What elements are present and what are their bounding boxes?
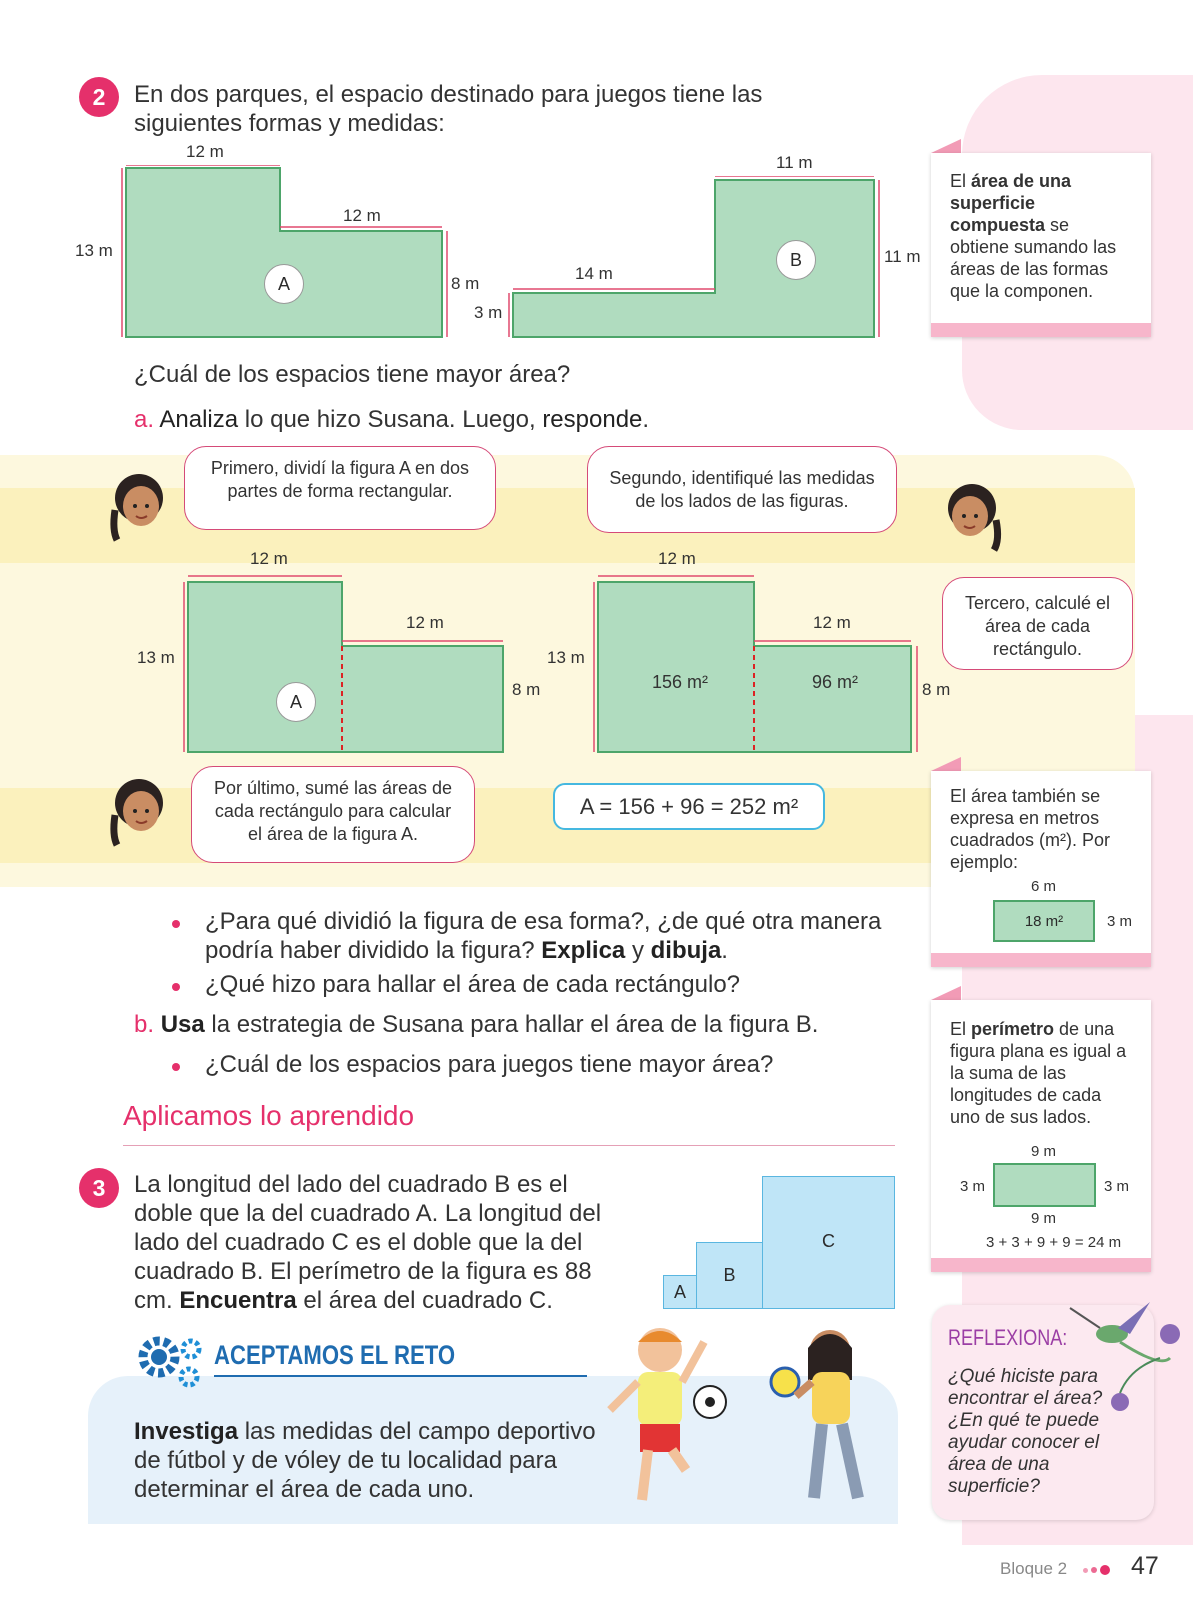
part-b-usa: Usa (160, 1011, 205, 1038)
card-3-top-label: 9 m (1031, 1143, 1057, 1160)
aplicamos-title: Aplicamos lo aprendido (123, 1100, 415, 1131)
card-3-fold (931, 986, 961, 1000)
card-1-wave (931, 323, 1151, 337)
figure-a-shape (120, 165, 450, 340)
part-a-end: . (642, 406, 650, 433)
susana-figure-2-shape (592, 570, 922, 755)
square-a: A (663, 1275, 697, 1309)
formula-text: A = 156 + 96 = 252 m² (579, 793, 799, 819)
bullet-1-question: ¿Para qué dividió la figura de esa forma?, ¿de qué otra manera podría haber dividido la figura? (205, 908, 882, 964)
susana-fig2-area-2: 96 m² (812, 672, 859, 692)
hummingbird-icon (1060, 1298, 1180, 1428)
card-3-post: de una figura plana es igual a la suma de las longitudes de cada uno de sus lados. (950, 1019, 1127, 1127)
page-number: 47 (1131, 1552, 1159, 1580)
part-a-text: lo que hizo Susana. Luego, (238, 406, 543, 433)
part-b-letter: b. (134, 1011, 155, 1038)
reto-text (134, 1417, 604, 1504)
susana-fig1-mid-label: 12 m (406, 613, 444, 632)
problem-2-part-a (134, 405, 649, 434)
card-1-post: se obtiene sumando las áreas de las formas que la componen. (950, 215, 1117, 301)
figure-a-letter: A (264, 264, 304, 304)
bullet-2-text: ¿Qué hizo para hallar el área de cada rectángulo? (205, 971, 741, 998)
speech-bubble-1: Primero, dividí la figura A en dos partes de forma rectangular. (184, 446, 496, 530)
problem-2-question: ¿Cuál de los espacios tiene mayor área? (134, 361, 571, 388)
bullet-1-explica: Explica (541, 937, 626, 964)
card-2-rect (993, 900, 1095, 942)
figure-b-shape (508, 176, 883, 340)
problem-number-2: 2 (79, 77, 119, 117)
reflexiona-title: REFLEXIONA: (948, 1325, 1068, 1350)
card-2-wave (931, 953, 1151, 967)
susana-fig2-left-label: 13 m (547, 648, 585, 667)
susana-fig2-area-1: 156 m² (652, 672, 709, 692)
part-a-bold-responde: responde (542, 406, 643, 433)
problem-3-end: el área del cuadrado C. (296, 1287, 553, 1314)
part-a-letter: a. (134, 406, 155, 433)
susana-avatar-1 (107, 470, 171, 542)
figure-a-mid-label: 12 m (343, 206, 381, 225)
card-2-top-label: 6 m (1031, 878, 1057, 895)
card-1-fold (931, 139, 961, 153)
speech-bubble-2: Segundo, identifiqué las medidas de los lados de las figuras. (587, 446, 897, 533)
sidebar-card-composite-area (931, 153, 1151, 337)
bullet-1-text (205, 907, 885, 965)
problem-3-statement: La longitud del lado del cuadrado B es el doble que la del cuadrado A. La longitud del lado del cuadrado C es el doble que la del cuadrado B. El perímetro de la figura es 88 cm. (134, 1171, 602, 1314)
part-b-text: la estrategia de Susana para hallar el área de la figura B. (204, 1011, 819, 1038)
reflexiona-text: ¿Qué hiciste para encontrar el área? ¿En qué te puede ayudar conocer el área de una superficie? (948, 1366, 1103, 1497)
card-3-sum: 3 + 3 + 9 + 9 = 24 m (986, 1234, 1122, 1251)
reto-rule (214, 1375, 587, 1377)
sidebar-card-perimeter (931, 1000, 1151, 1272)
card-3-rect (993, 1163, 1096, 1207)
bullet-1 (172, 920, 180, 928)
figure-a-left-label: 13 m (75, 241, 113, 260)
card-2-side-label: 3 m (1107, 913, 1133, 930)
susana-fig1-letter: A (276, 682, 316, 722)
card-3-pre: El (950, 1019, 972, 1039)
kids-playing-illustration (600, 1320, 900, 1520)
bullet-1-end: . (721, 937, 728, 964)
figure-b-mid-label: 14 m (575, 264, 613, 283)
susana-fig1-right-label: 8 m (512, 680, 541, 699)
square-b: B (696, 1242, 763, 1309)
bullet-2 (172, 983, 180, 991)
formula-box (553, 783, 825, 830)
figure-b-right-label: 11 m (884, 247, 921, 266)
card-3-bottom-label: 9 m (1031, 1210, 1057, 1227)
reto-title: ACEPTAMOS EL RETO (214, 1340, 456, 1370)
figure-b-left-label: 3 m (474, 303, 503, 322)
footer-dots (1083, 1565, 1110, 1575)
susana-fig2-top-label: 12 m (658, 549, 696, 568)
card-1-pre: El (950, 171, 972, 191)
susana-fig1-top-label: 12 m (250, 549, 288, 568)
problem-3-encuentra: Encuentra (179, 1287, 297, 1314)
card-1-bold: área de una superficie compuesta (950, 171, 1072, 235)
part-a-bold-analiza: Analiza (159, 406, 239, 433)
figure-b-letter: B (776, 240, 816, 280)
bullet-1-y: y (625, 937, 651, 964)
reto-description: las medidas del campo deportivo de fútbol y de vóley de tu localidad para determinar el área de cada uno. (134, 1418, 596, 1503)
bullet-3-text: ¿Cuál de los espacios para juegos tiene mayor área? (205, 1051, 774, 1078)
card-3-bold: perímetro (971, 1019, 1055, 1039)
card-2-area: 18 m² (1024, 912, 1064, 930)
figure-b-top-label: 11 m (776, 153, 813, 172)
bullet-3 (172, 1063, 180, 1071)
part-b (134, 1010, 894, 1039)
bullet-1-dibuja: dibuja (650, 937, 722, 964)
aplicamos-rule (123, 1145, 895, 1146)
problem-2-intro: En dos parques, el espacio destinado para juegos tiene las siguientes formas y medidas: (134, 81, 763, 137)
figure-a-top-label: 12 m (186, 142, 224, 161)
speech-bubble-4: Por último, sumé las áreas de cada rectángulo para calcular el área de la figura A. (191, 766, 475, 863)
card-3-left-label: 3 m (960, 1178, 986, 1195)
susana-avatar-2 (940, 480, 1004, 552)
susana-fig2-right-label: 8 m (922, 680, 951, 699)
card-2-fold (931, 757, 961, 771)
problem-3-text (134, 1170, 604, 1315)
card-3-wave (931, 1258, 1151, 1272)
footer-block: Bloque 2 (1000, 1559, 1068, 1578)
speech-bubble-3: Tercero, calculé el área de cada rectángulo. (942, 577, 1133, 670)
susana-figure-1-shape (182, 570, 507, 755)
susana-avatar-3 (107, 775, 171, 847)
figure-a-right-label: 8 m (451, 274, 480, 293)
card-2-text: El área también se expresa en metros cuadrados (m²). Por ejemplo: (950, 786, 1111, 872)
susana-fig1-left-label: 13 m (137, 648, 175, 667)
card-3-right-label: 3 m (1104, 1178, 1130, 1195)
problem-number-3: 3 (79, 1168, 119, 1208)
gears-icon (133, 1333, 213, 1393)
square-c: C (762, 1176, 895, 1309)
susana-fig2-mid-label: 12 m (813, 613, 851, 632)
reto-investiga: Investiga (134, 1418, 239, 1445)
